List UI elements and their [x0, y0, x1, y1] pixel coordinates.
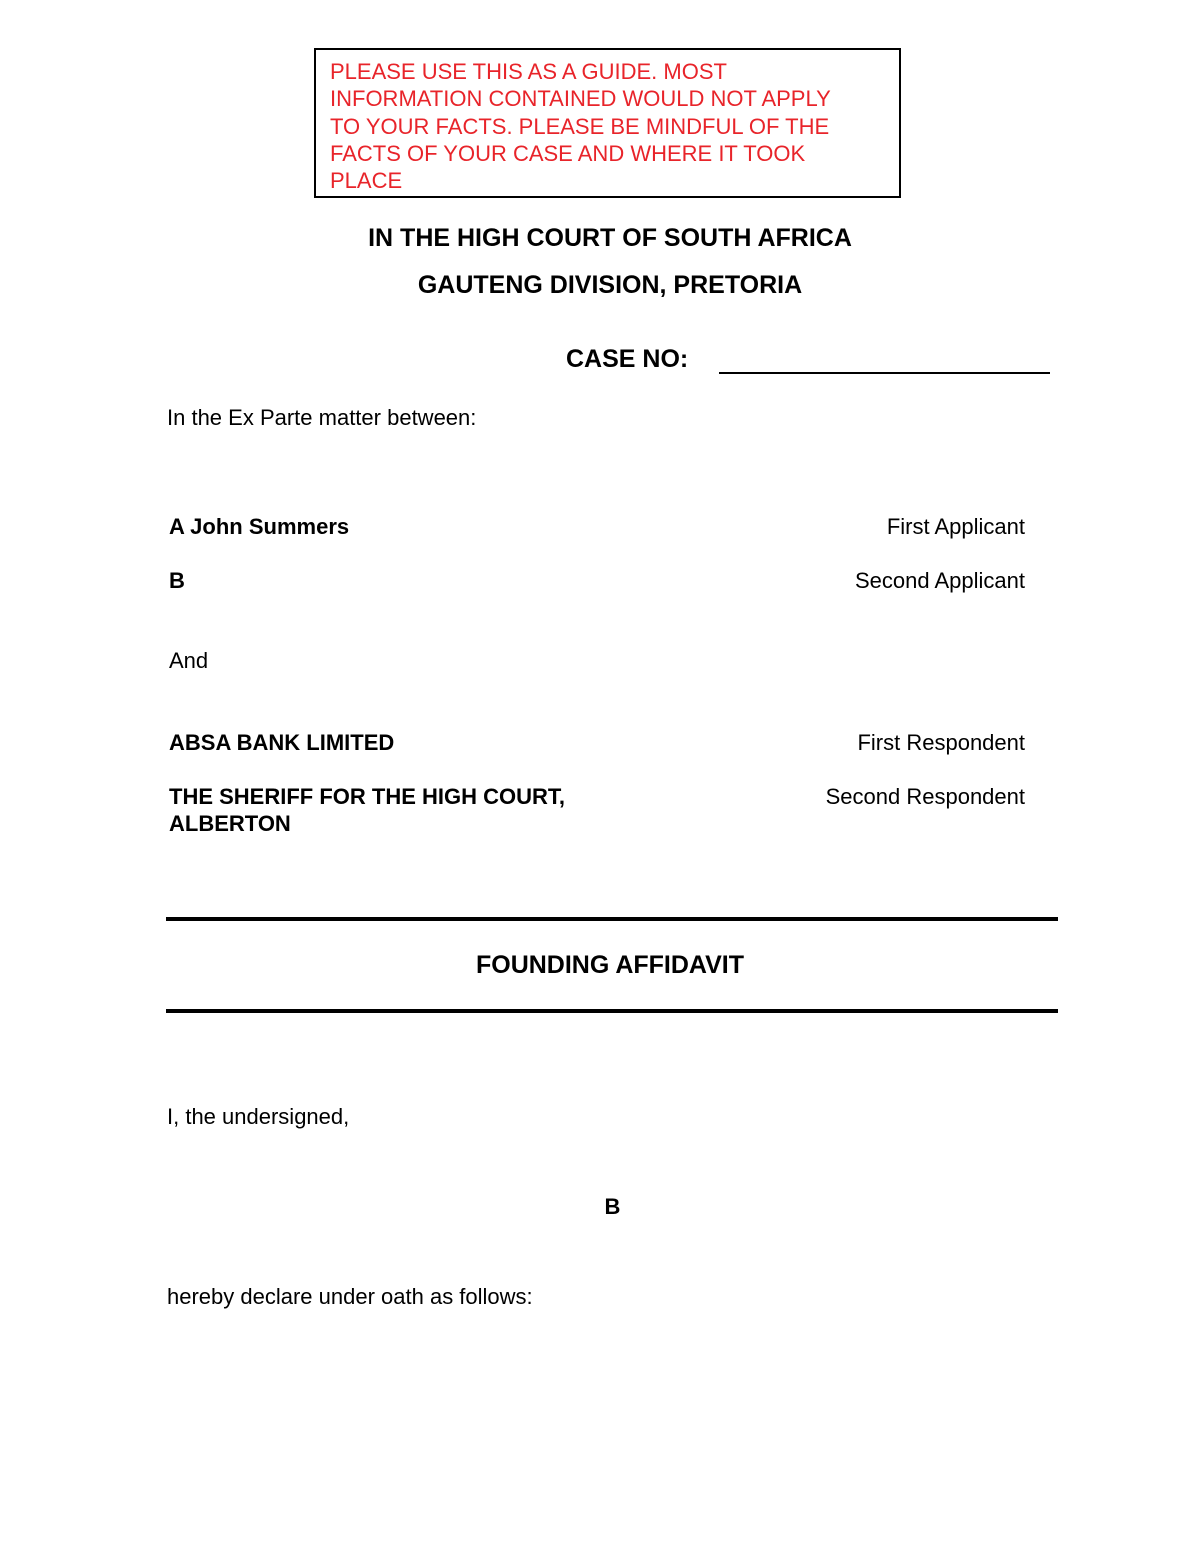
guide-notice-text: PLEASE USE THIS AS A GUIDE. MOST INFORMATION CONTAINED WOULD NOT APPLY TO YOUR FACTS. PLEASE BE MINDFUL OF THE FACTS OF YOUR CASE AND WHERE IT TOOK PLACE [330, 59, 831, 194]
second-respondent-name: THE SHERIFF FOR THE HIGH COURT, [169, 784, 565, 809]
declaration-text: hereby declare under oath as follows: [167, 1284, 533, 1309]
and-separator: And [169, 648, 209, 673]
guide-notice-box [314, 48, 901, 198]
first-applicant-name: A John Summers [169, 514, 350, 539]
second-applicant-name: B [169, 568, 185, 593]
second-respondent-role: Second Respondent [825, 784, 1025, 809]
deponent-name: B [604, 1194, 621, 1219]
document-title: FOUNDING AFFIDAVIT [475, 951, 745, 979]
case-no-label: CASE NO: [566, 345, 689, 373]
court-division: GAUTENG DIVISION, PRETORIA [417, 271, 803, 299]
court-name: IN THE HIGH COURT OF SOUTH AFRICA [368, 224, 852, 252]
first-respondent-role: First Respondent [857, 730, 1025, 755]
first-respondent-name: ABSA BANK LIMITED [169, 730, 395, 755]
second-respondent-name-line2: ALBERTON [169, 811, 291, 836]
title-bottom-rule [166, 1009, 1058, 1013]
second-applicant-role: Second Applicant [854, 568, 1025, 593]
title-top-rule [166, 917, 1058, 921]
first-applicant-role: First Applicant [886, 514, 1025, 539]
intro-text: In the Ex Parte matter between: [167, 405, 477, 430]
case-no-blank-line [719, 372, 1050, 374]
undersigned-text: I, the undersigned, [167, 1104, 350, 1129]
